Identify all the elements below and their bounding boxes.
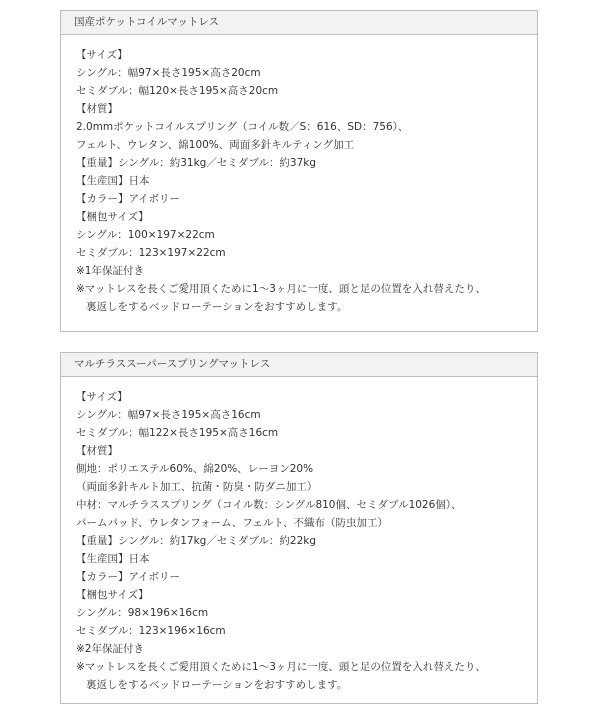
spec-heading-size: 【サイズ】 — [76, 391, 128, 403]
spec-line: 中材：マルチラススプリング（コイル数：シングル810個、セミダブル1026個）、 — [76, 499, 462, 511]
spec-heading-material: 【材質】 — [76, 445, 118, 457]
spec-line: シングル：幅97×長さ195×高さ20cm — [76, 67, 261, 79]
spec-line: シングル：100×197×22cm — [76, 229, 215, 241]
spec-note-rotation-cont: 裏返しをするベッドローテーションをおすすめします。 — [86, 301, 348, 313]
spec-note-rotation-cont: 裏返しをするベッドローテーションをおすすめします。 — [86, 679, 348, 691]
spec-list — [61, 35, 537, 316]
card-title: マルチラススーパースプリングマットレス — [61, 353, 537, 377]
spec-heading-material: 【材質】 — [76, 103, 118, 115]
spec-line-origin: 【生産国】日本 — [76, 553, 150, 565]
spec-line: （両面多針キルト加工、抗菌・防臭・防ダニ加工） — [76, 481, 318, 493]
spec-line: セミダブル：123×196×16cm — [76, 625, 226, 637]
spec-card-multilath — [60, 352, 538, 704]
spec-heading-size: 【サイズ】 — [76, 49, 128, 61]
spec-line: シングル：幅97×長さ195×高さ16cm — [76, 409, 261, 421]
spec-line: パームパッド、ウレタンフォーム、フェルト、不織布（防虫加工） — [76, 517, 388, 529]
spec-line: セミダブル：幅120×長さ195×高さ20cm — [76, 85, 279, 97]
spec-line: セミダブル：123×197×22cm — [76, 247, 226, 259]
spec-line-color: 【カラー】アイボリー — [76, 571, 181, 583]
spec-line-weight: 【重量】シングル：約31kg／セミダブル：約37kg — [76, 157, 317, 169]
spec-card-pocket-coil — [60, 10, 538, 332]
card-title: 国産ポケットコイルマットレス — [61, 11, 537, 35]
spec-note-warranty: ※1年保証付き — [76, 265, 144, 277]
spec-line: セミダブル：幅122×長さ195×高さ16cm — [76, 427, 279, 439]
spec-line: シングル：98×196×16cm — [76, 607, 209, 619]
spec-line-weight: 【重量】シングル：約17kg／セミダブル：約22kg — [76, 535, 317, 547]
spec-line: フェルト、ウレタン、綿100%、両面多針キルティング加工 — [76, 139, 355, 151]
spec-heading-package-size: 【梱包サイズ】 — [76, 211, 149, 223]
spec-note-warranty: ※2年保証付き — [76, 643, 144, 655]
spec-heading-package-size: 【梱包サイズ】 — [76, 589, 149, 601]
spec-line: 2.0mmポケットコイルスプリング（コイル数／S：616、SD：756）、 — [76, 121, 409, 133]
spec-note-rotation: ※マットレスを長くご愛用頂くために1～3ヶ月に一度、頭と足の位置を入れ替えたり、 — [76, 661, 486, 673]
spec-line-origin: 【生産国】日本 — [76, 175, 150, 187]
spec-line: 側地：ポリエステル60%、綿20%、レーヨン20% — [76, 463, 314, 475]
spec-list — [61, 377, 537, 694]
spec-note-rotation: ※マットレスを長くご愛用頂くために1～3ヶ月に一度、頭と足の位置を入れ替えたり、 — [76, 283, 486, 295]
spec-line-color: 【カラー】アイボリー — [76, 193, 181, 205]
